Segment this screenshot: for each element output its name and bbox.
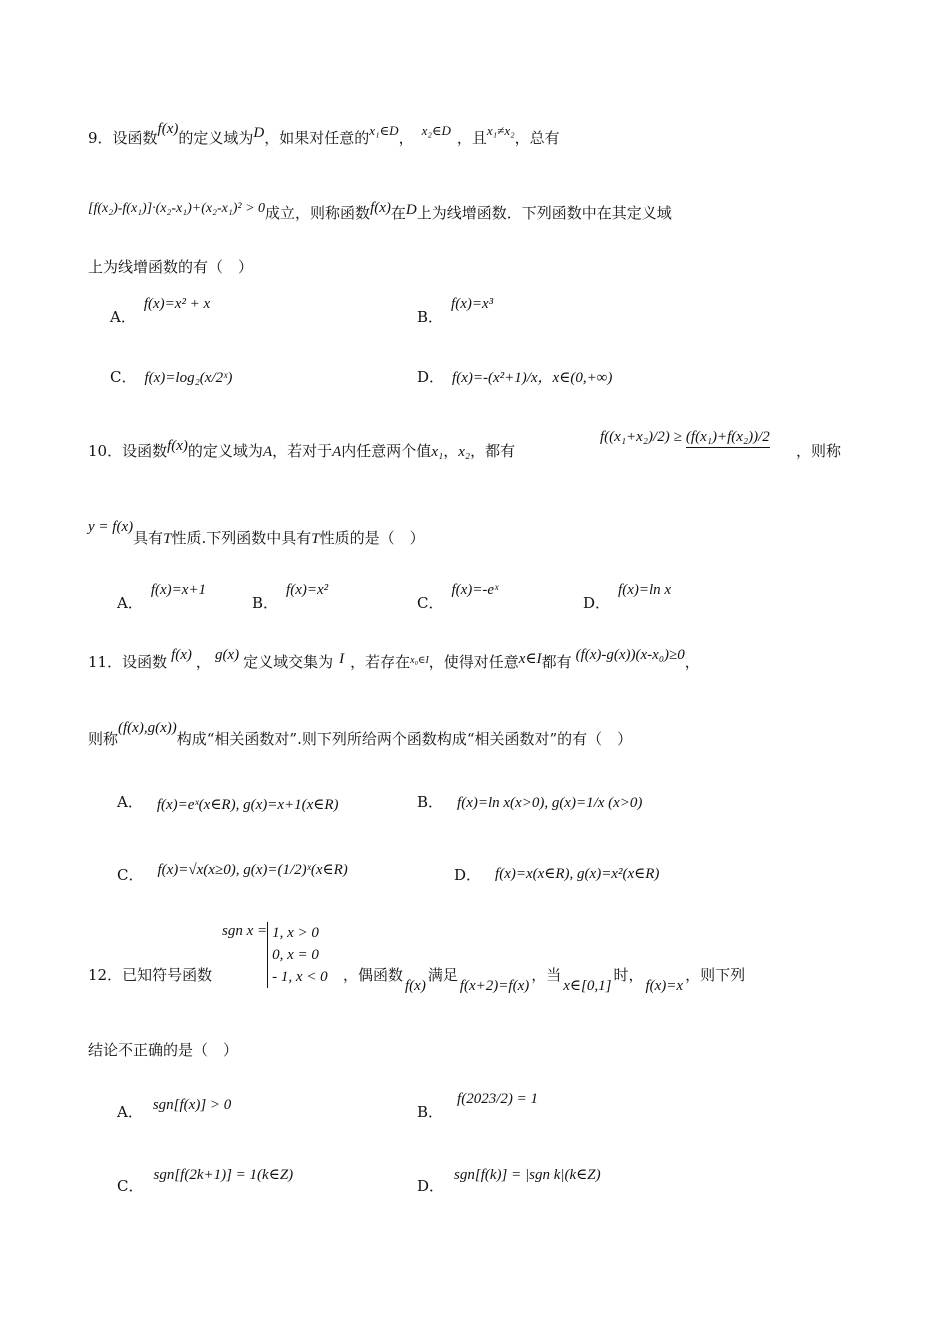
q9-line3: 上为线增函数的有（ ） xyxy=(88,258,254,276)
q9-text: ，如果对任意的 xyxy=(264,129,370,147)
q12-math: x∈[0,1] xyxy=(563,978,612,994)
q9-option-c[interactable] xyxy=(110,366,232,387)
q10-option-b[interactable] xyxy=(252,582,329,613)
q11-line1 xyxy=(88,647,700,675)
q10-text: 性质的是（ ） xyxy=(319,529,425,547)
option-label: B． xyxy=(252,594,279,612)
q11-math: g(x) xyxy=(214,647,240,663)
q10-math: x₂ xyxy=(458,444,471,460)
q11-math: x₀∈I xyxy=(410,655,429,666)
q12-text: ，当 xyxy=(531,966,562,984)
q9-text: ，且 xyxy=(456,129,487,147)
q12-math: f(x) xyxy=(405,978,426,994)
option-label: B． xyxy=(417,308,444,326)
q12-option-d[interactable] xyxy=(417,1167,601,1196)
option-expr: f(x)=eˣ(x∈R), g(x)=x+1(x∈R) xyxy=(156,797,339,813)
option-label: A． xyxy=(117,1103,143,1121)
q12-text: 12．已知符号函数 xyxy=(88,966,213,984)
q12-case: 1, x > 0 xyxy=(272,925,319,941)
q9-condition-formula: [f(x₂)-f(x₁)]·(x₂-x₁)+(x₂-x₁)² > 0 xyxy=(88,201,266,216)
q12-line2: 结论不正确的是（ ） xyxy=(88,1041,239,1059)
q10-ineq-sign: ≥ xyxy=(673,429,682,445)
q10-math: A xyxy=(332,444,342,460)
q10-text: ， xyxy=(443,442,459,460)
option-expr: f(x)=ln x(x>0), g(x)=1/x (x>0) xyxy=(457,795,643,811)
option-expr: f(x)=√x(x≥0), g(x)=(1/2)ˣ(x∈R) xyxy=(157,862,348,878)
q11-text: ，使得对任意 xyxy=(428,653,519,671)
q12-case: 0, x = 0 xyxy=(272,947,319,963)
q9-math: x₂∈D xyxy=(421,123,451,138)
q12-option-c[interactable] xyxy=(117,1167,294,1196)
q9-text: ，总有 xyxy=(514,129,560,147)
q9-math: f(x) xyxy=(370,200,391,216)
q9-text: 上为线增函数．下列函数中在其定义域 xyxy=(416,204,672,222)
option-expr: f(2023/2) = 1 xyxy=(457,1091,538,1107)
q11-option-d[interactable] xyxy=(454,864,659,885)
q9-math: x₁≠x₂ xyxy=(486,123,515,138)
q10-math: x₁ xyxy=(431,444,444,460)
q11-text: 都有 xyxy=(541,653,572,671)
q11-option-a[interactable] xyxy=(117,791,339,812)
option-label: D． xyxy=(454,866,482,884)
q10-text: 性质.下列函数中具有 xyxy=(171,529,312,547)
q10-math: A xyxy=(262,444,273,460)
q10-text: 内任意两个值 xyxy=(341,442,432,460)
q11-math: (f(x),g(x)) xyxy=(118,720,177,736)
q9-option-d[interactable] xyxy=(417,366,612,387)
q12-line1-rest xyxy=(343,965,746,994)
q9-line2 xyxy=(88,200,672,225)
q10-math: T xyxy=(311,531,320,547)
q12-text: ，偶函数 xyxy=(343,966,404,984)
q11-math: I xyxy=(339,651,345,667)
q9-text: 在 xyxy=(390,204,406,222)
q9-text: 成立，则称函数 xyxy=(265,204,371,222)
q12-sgn-label: sgn x = xyxy=(222,923,268,939)
q10-line1-end: ，则称 xyxy=(796,442,842,460)
q10-option-d[interactable] xyxy=(583,582,672,613)
q12-cases xyxy=(267,922,328,988)
q9-math: x₁∈D xyxy=(369,123,399,138)
q11-text: ， xyxy=(684,653,700,671)
q11-text: 构成“相关函数对”.则下列所给两个函数构成“相关函数对”的有（ ） xyxy=(176,730,633,748)
q9-text: 9．设函数 xyxy=(88,129,158,147)
q10-text: 具有 xyxy=(133,529,164,547)
q12-option-b[interactable] xyxy=(417,1091,538,1122)
q10-text: 的定义域为 xyxy=(187,442,263,460)
q10-option-c[interactable] xyxy=(417,582,499,613)
q12-line1 xyxy=(88,965,212,985)
q10-text: 10．设函数 xyxy=(88,442,168,460)
q12-text: 满足 xyxy=(427,966,458,984)
q10-math: y = f(x) xyxy=(88,519,134,535)
q11-option-c[interactable] xyxy=(117,864,348,885)
q11-math: x∈I xyxy=(518,651,542,667)
q9-math: D xyxy=(405,202,417,218)
option-label: C． xyxy=(117,1177,144,1195)
option-expr: f(x)=-(x²+1)/x，x∈(0,+∞) xyxy=(452,370,613,386)
q11-text: ，若存在 xyxy=(350,653,411,671)
option-label: B． xyxy=(417,793,444,811)
q11-math: (f(x)-g(x))(x-x₀)≥0 xyxy=(575,647,685,663)
option-expr: f(x)=x² + x xyxy=(143,296,211,312)
q12-option-a[interactable] xyxy=(117,1097,232,1122)
q10-math: T xyxy=(163,531,172,547)
q12-math: f(x+2)=f(x) xyxy=(459,978,530,994)
q11-line2 xyxy=(88,720,633,750)
option-label: C． xyxy=(110,368,137,386)
option-expr: f(x)=x² xyxy=(286,582,329,598)
option-label: C． xyxy=(417,594,444,612)
q11-text: ， xyxy=(195,653,211,671)
q9-option-a[interactable] xyxy=(110,296,211,327)
q12-math: f(x)=x xyxy=(645,978,684,994)
option-expr: f(x)=log₂(x/2ˣ) xyxy=(144,370,233,386)
q11-text: 定义域交集为 xyxy=(243,653,334,671)
option-label: D． xyxy=(417,1177,445,1195)
q10-line2 xyxy=(88,519,425,549)
option-label: D． xyxy=(583,594,611,612)
q12-case: - 1, x < 0 xyxy=(272,969,328,985)
q10-option-a[interactable] xyxy=(117,582,207,613)
option-expr: f(x)=x(x∈R), g(x)=x²(x∈R) xyxy=(495,866,660,882)
q11-option-b[interactable] xyxy=(417,791,642,812)
q11-math: f(x) xyxy=(171,647,192,663)
q9-option-b[interactable] xyxy=(417,296,494,327)
option-expr: f(x)=x+1 xyxy=(150,582,207,598)
q9-line1 xyxy=(88,121,560,149)
option-label: A． xyxy=(117,793,143,811)
option-expr: sgn[f(x)] > 0 xyxy=(152,1097,232,1113)
q9-math: f(x) xyxy=(157,121,179,137)
q9-text: ， xyxy=(398,129,414,147)
q9-math: D xyxy=(253,125,265,141)
q10-text: ，都有 xyxy=(470,442,516,460)
option-label: A． xyxy=(117,594,143,612)
option-label: D． xyxy=(417,368,445,386)
q10-line1 xyxy=(88,438,516,462)
option-label: C． xyxy=(117,866,144,884)
option-expr: f(x)=x³ xyxy=(451,296,494,312)
q10-ineq-rhs: (f(x₁)+f(x₂))/2 xyxy=(686,429,770,448)
q12-sgn-definition xyxy=(222,922,328,988)
q11-text: 则称 xyxy=(88,730,119,748)
q10-ineq-lhs: f((x₁+x₂)/2) xyxy=(600,429,670,445)
option-label: B． xyxy=(417,1103,444,1121)
q10-text: ，若对于 xyxy=(272,442,333,460)
option-expr: f(x)=ln x xyxy=(618,582,672,598)
q10-math: f(x) xyxy=(167,438,188,454)
option-expr: sgn[f(2k+1)] = 1(k∈Z) xyxy=(153,1167,294,1183)
option-expr: f(x)=-eˣ xyxy=(451,582,499,598)
q12-text: ，则下列 xyxy=(685,966,746,984)
q11-text: 11．设函数 xyxy=(88,653,168,671)
q12-text: 时， xyxy=(613,966,644,984)
option-label: A． xyxy=(110,308,136,326)
q10-inequality xyxy=(600,426,770,447)
option-expr: sgn[f(k)] = |sgn k|(k∈Z) xyxy=(454,1167,601,1183)
q9-text: 的定义域为 xyxy=(178,129,254,147)
